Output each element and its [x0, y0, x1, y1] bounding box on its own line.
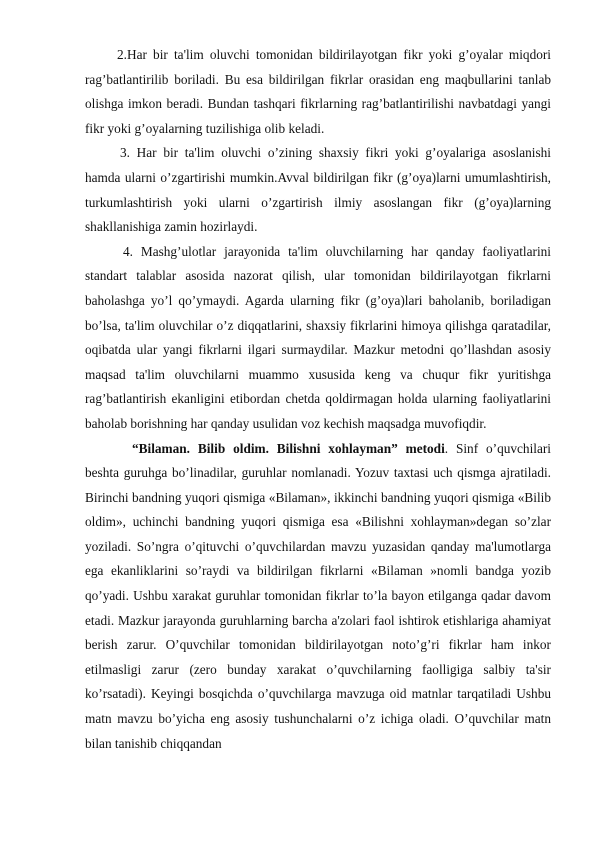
paragraph-4: 4. Mashg’ulotlar jarayonida ta'lim oluvchilarning har qanday faoliyatlarini standart talablar asosida nazorat qilish, ular tomonidan bildirilayotgan fikrlarni baholashga yo’l qo’ymaydi. Agarda ularning fikr (g’oya)lari baholanib, boriladigan bo’lsa, ta'lim oluvchilar o’z diqqatlarini, shaxsiy fikrlarini himoya qilishga qaratadilar, oqibatda ular yangi fikrlarni ilgari surmaydilar. Mazkur metodni qo’llashdan asosiy maqsad ta'lim oluvchilarni muammo xususida keng va chuqur fikr yuritishga rag’batlantirish ekanligini etibordan chetda qoldirmagan holda ularning faoliyatlarini baholab borishning har qanday usulidan voz kechish maqsadga muvofiqdir. [85, 243, 551, 431]
method-title: “Bilaman. Bilib oldim. Bilishni xohlayman” metodi [132, 440, 445, 456]
body-text [85, 43, 551, 756]
method-description: . Sinf o’quvchilari beshta guruhga bo’linadilar, guruhlar nomlanadi. Yozuv taxtasi uch qismga ajratiladi. Birinchi bandning yuqori qismiga «Bilaman», ikkinchi bandning yuqori qismiga «Bilib oldim», uchinchi bandning yuqori qismiga esa «Bilishni xohlayman»degan so’zlar yoziladi. So’ngra o’qituvchi o’quvchilardan mavzu yuzasidan qanday ma'lumotlarga ega ekanliklarini so’raydi va bildirilgan fikrlarni «Bilaman »nomli bandga yozib qo’yadi. Ushbu xarakat guruhlar tomonidan fikrlar to’la bayon etilganga qadar davom etadi. Mazkur jarayonda guruhlarning barcha a'zolari faol ishtirok etishlariga ahamiyat berish zarur. O’quvchilar tomonidan bildirilayotgan noto’g’ri fikrlar ham inkor etilmasligi zarur (zero bunday xarakat o’quvchilarning faolligiga salbiy ta'sir ko’rsatadi). Keyingi bosqichda o’quvchilarga mavzuga oid matnlar tarqatiladi Ushbu matn mavzu bo’yicha eng asosiy tushunchalarni o’z ichiga oladi. O’quvchilar matn bilan tanishib chiqqandan [85, 440, 551, 751]
paragraph-2: 2.Har bir ta'lim oluvchi tomonidan bildirilayotgan fikr yoki g’oyalar miqdori rag’batlantirilib boriladi. Bu esa bildirilgan fikrlar orasidan eng maqbullarini tanlab olishga imkon beradi. Bundan tashqari fikrlarning rag’batlantirilishi navbatdagi yangi fikr yoki g’oyalarning tuzilishiga olib keladi. [85, 47, 551, 136]
paragraph-method [85, 437, 551, 757]
paragraph-3: 3. Har bir ta'lim oluvchi o’zining shaxsiy fikri yoki g’oyalariga asoslanishi hamda ularni o’zgartirishi mumkin.Avval bildirilgan fikr (g’oya)larni umumlashtirish, turkumlashtirish yoki ularni o’zgartirish ilmiy asoslangan fikr (g’oya)larning shakllanishiga zamin hozirlaydi. [85, 145, 551, 235]
